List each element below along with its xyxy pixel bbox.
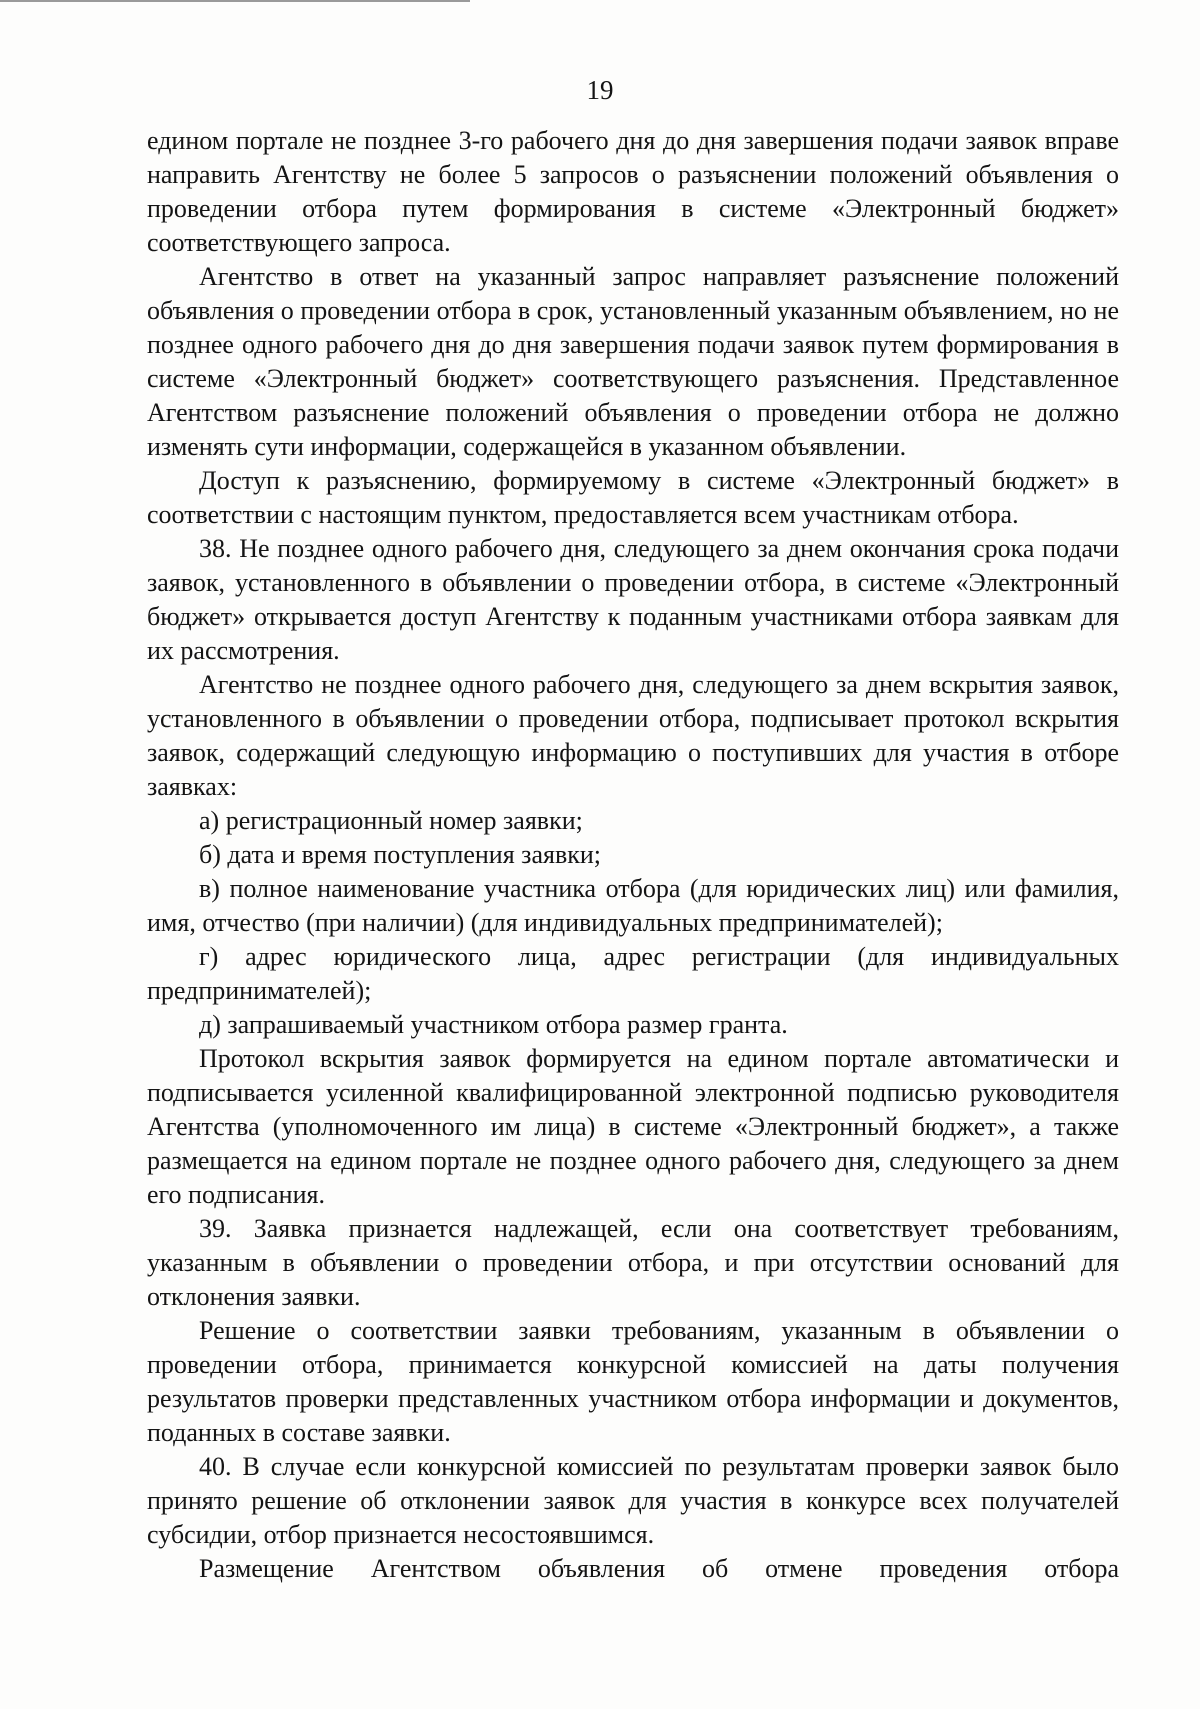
paragraph: Размещение Агентством объявления об отмене проведения отбора — [199, 1554, 1119, 1583]
paragraph: Решение о соответствии заявки требованиям, указанным в объявлении о проведении отбора, принимается конкурсной комиссией на даты получения результатов проверки представленных участником отбора информации и документов, поданных в составе заявки. — [147, 1316, 1119, 1447]
paragraph: Агентство не позднее одного рабочего дня, следующего за днем вскрытия заявок, установленного в объявлении о проведении отбора, подписывает протокол вскрытия заявок, содержащий следующую информацию о поступивших для участия в отборе заявках: — [147, 670, 1119, 801]
list-item: б) дата и время поступления заявки; — [199, 840, 601, 869]
document-body — [147, 124, 1119, 1586]
list-item: а) регистрационный номер заявки; — [199, 806, 583, 835]
paragraph: Протокол вскрытия заявок формируется на едином портале автоматически и подписывается усиленной квалифицированной электронной подписью руководителя Агентства (уполномоченного им лица) в системе «Электронный бюджет», а также размещается на едином портале не позднее одного рабочего дня, следующего за днем его подписания. — [147, 1044, 1119, 1209]
paragraph: 39. Заявка признается надлежащей, если она соответствует требованиям, указанным в объявлении о проведении отбора, и при отсутствии оснований для отклонения заявки. — [147, 1214, 1119, 1311]
paragraph: 38. Не позднее одного рабочего дня, следующего за днем окончания срока подачи заявок, установленного в объявлении о проведении отбора, в системе «Электронный бюджет» открывается доступ Агентству к поданным участниками отбора заявкам для их рассмотрения. — [147, 534, 1119, 665]
scan-edge-line — [0, 0, 470, 2]
list-item: д) запрашиваемый участником отбора размер гранта. — [199, 1010, 788, 1039]
list-item: в) полное наименование участника отбора (для юридических лиц) или фамилия, имя, отчество (при наличии) (для индивидуальных предпринимателей); — [147, 874, 1119, 937]
list-item: г) адрес юридического лица, адрес регистрации (для индивидуальных предпринимателей); — [147, 942, 1119, 1005]
paragraph: 40. В случае если конкурсной комиссией по результатам проверки заявок было принято решение об отклонении заявок для участия в конкурсе всех получателей субсидии, отбор признается несостоявшимся. — [147, 1452, 1119, 1549]
paragraph: Доступ к разъяснению, формируемому в системе «Электронный бюджет» в соответствии с настоящим пунктом, предоставляется всем участникам отбора. — [147, 466, 1119, 529]
paragraph: Агентство в ответ на указанный запрос направляет разъяснение положений объявления о проведении отбора в срок, установленный указанным объявлением, но не позднее одного рабочего дня до дня завершения подачи заявок путем формирования в системе «Электронный бюджет» соответствующего разъяснения. Представленное Агентством разъяснение положений объявления о проведении отбора не должно изменять сути информации, содержащейся в указанном объявлении. — [147, 262, 1119, 461]
paragraph: едином портале не позднее 3-го рабочего дня до дня завершения подачи заявок вправе направить Агентству не более 5 запросов о разъяснении положений объявления о проведении отбора путем формирования в системе «Электронный бюджет» соответствующего запроса. — [147, 126, 1119, 257]
page-number: 19 — [586, 75, 614, 105]
